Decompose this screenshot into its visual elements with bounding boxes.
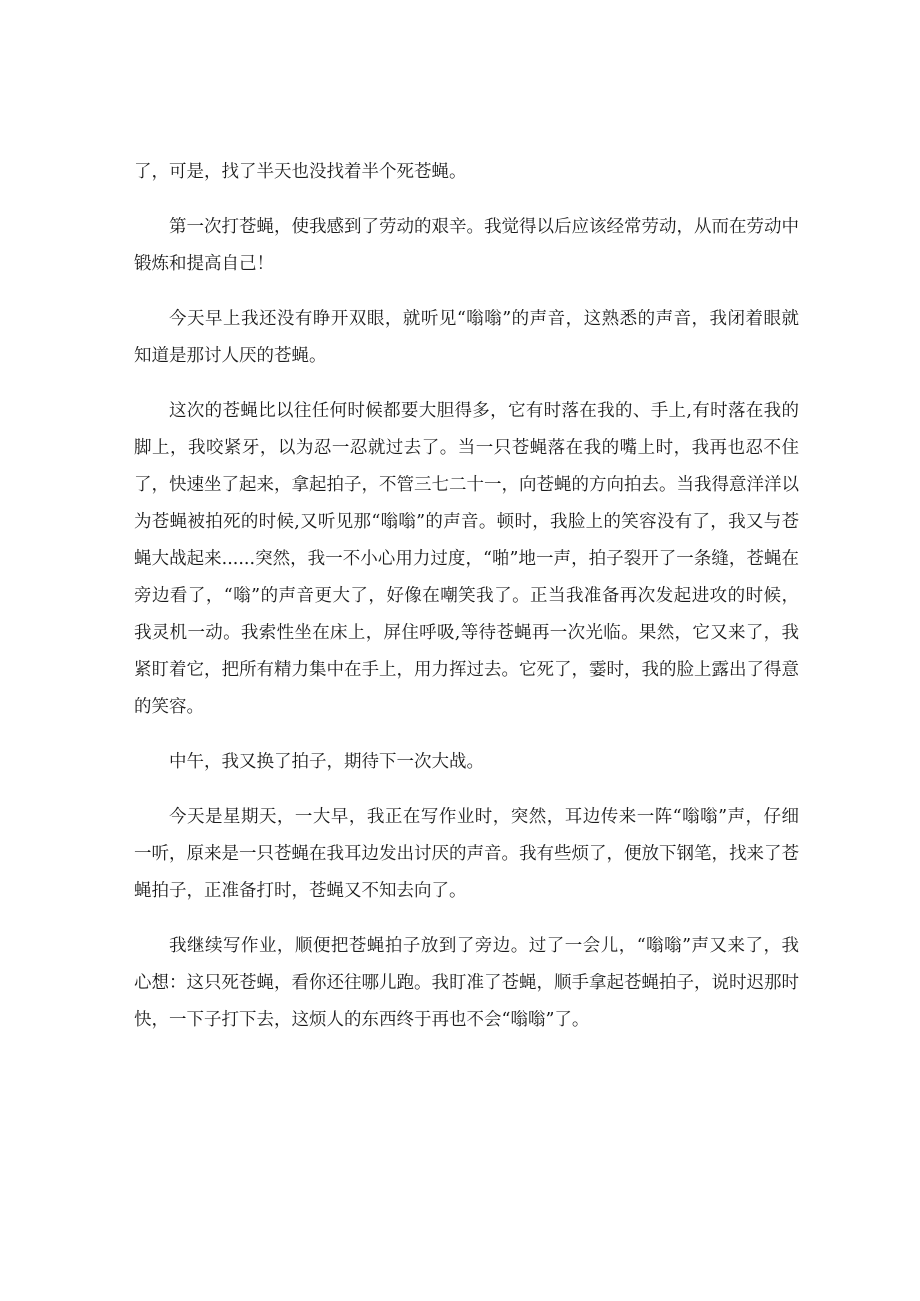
paragraph-7: 我继续写作业，顺便把苍蝇拍子放到了旁边。过了一会儿，“嗡嗡”声又来了，我心想：这只死苍蝇，看你还往哪儿跑。我盯准了苍蝇，顺手拿起苍蝇拍子，说时迟那时快，一下子打下去，这烦人的东西终于再也不会“嗡嗡”了。 [134, 936, 799, 1030]
document-body [134, 154, 799, 1057]
paragraph-1: 了，可是，找了半天也没找着半个死苍蝇。 [134, 162, 467, 182]
paragraph-6: 今天是星期天，一大早，我正在写作业时，突然，耳边传来一阵“嗡嗡”声，仔细一听，原来是一只苍蝇在我耳边发出讨厌的声音。我有些烦了，便放下钢笔，找来了苍蝇拍子，正准备打时，苍蝇又不知去向了。 [134, 807, 799, 901]
paragraph-5: 中午，我又换了拍子，期待下一次大战。 [169, 752, 484, 772]
paragraph-2: 第一次打苍蝇，使我感到了劳动的艰辛。我觉得以后应该经常劳动，从而在劳动中锻炼和提高自己！ [134, 217, 799, 274]
paragraph-4: 这次的苍蝇比以往任何时候都要大胆得多，它有时落在我的、手上,有时落在我的脚上，我咬紧牙，以为忍一忍就过去了。当一只苍蝇落在我的嘴上时，我再也忍不住了，快速坐了起来，拿起拍子，不管三七二十一，向苍蝇的方向拍去。当我得意洋洋以为苍蝇被拍死的时候,又听见那“嗡嗡”的声音。顿时，我脸上的笑容没有了，我又与苍蝇大战起来......突然，我一不小心用力过度，“啪”地一声，拍子裂开了一条缝，苍蝇在旁边看了，“嗡”的声音更大了，好像在嘲笑我了。正当我准备再次发起进攻的时候，我灵机一动。我索性坐在床上，屏住呼吸,等待苍蝇再一次光临。果然，它又来了，我紧盯着它，把所有精力集中在手上，用力挥过去。它死了，霎时，我的脸上露出了得意的笑容。 [134, 401, 799, 717]
paragraph-3: 今天早上我还没有睁开双眼，就听见“嗡嗡”的声音，这熟悉的声音，我闭着眼就知道是那讨人厌的苍蝇。 [134, 309, 799, 366]
